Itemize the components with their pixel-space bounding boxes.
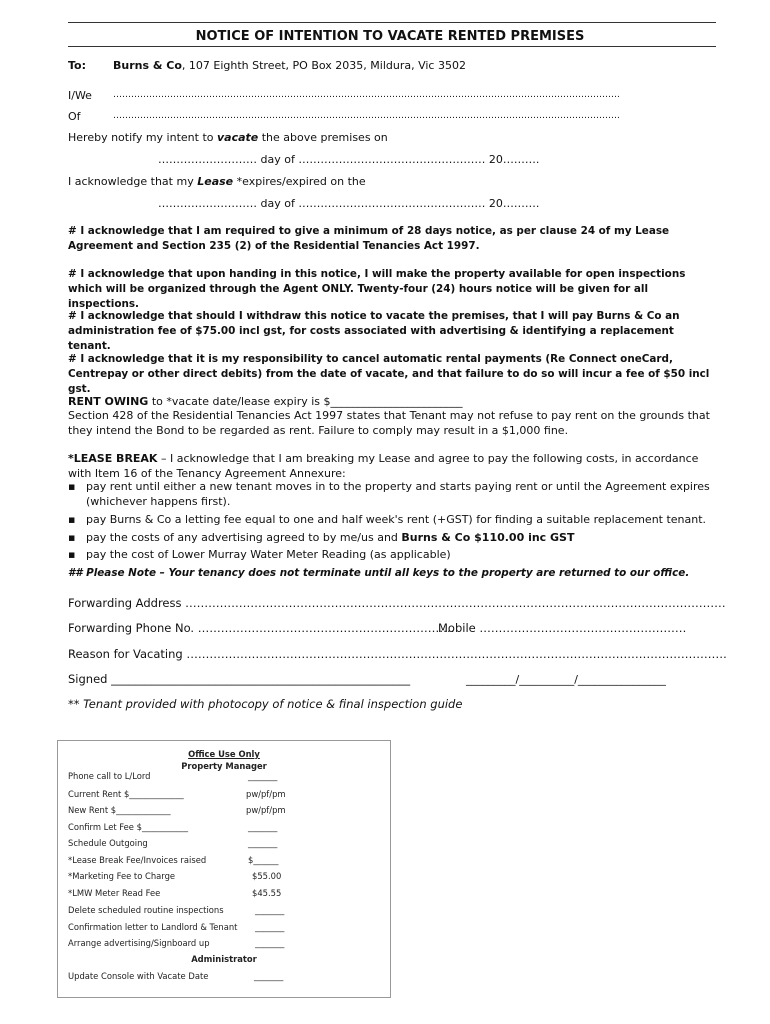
office-row-label: *Lease Break Fee/Invoices raised: [68, 855, 207, 865]
title-rule: [68, 46, 716, 47]
ack-inspections: # I acknowledge that upon handing in this notice, I will make the property available for open inspections which will be organized through the Agent ONLY. Twenty-four (24) hours notice will be given for all inspections.: [68, 268, 686, 310]
bullet-water-meter: [68, 547, 718, 562]
office-row-label: Confirm Let Fee $___________: [68, 822, 189, 832]
office-row-value[interactable]: _______: [255, 938, 285, 948]
office-row-label: Confirmation letter to Landlord & Tenant: [68, 922, 238, 932]
please-note: ## Please Note – Your tenancy does not terminate until all keys to the property are returned to our office.: [68, 567, 690, 579]
notify-pre: Hereby notify my intent to: [68, 131, 217, 144]
office-row-value: $55.00: [252, 871, 282, 881]
bullet-icon: ▪: [68, 548, 76, 561]
bullet-advertising-fee: Burns & Co $110.00 inc GST: [401, 531, 575, 544]
bullet-advertising-pre: pay the costs of any advertising agreed to by me/us and: [86, 531, 402, 544]
office-row-label: *Marketing Fee to Charge: [68, 871, 176, 881]
office-row-label: New Rent $_____________: [68, 805, 171, 815]
forwarding-address-field[interactable]: Forwarding Address ……………………………………………………………………………………………………………………………: [68, 596, 726, 610]
lease-break-body: – I acknowledge that I am breaking my Lease and agree to pay the following costs, in accordance with Item 16 of the Tenancy Agreement Annexure:: [68, 452, 699, 480]
office-row-label: Delete scheduled routine inspections: [68, 905, 224, 915]
lease-pre: I acknowledge that my: [68, 175, 198, 188]
office-row-value[interactable]: _______: [248, 771, 278, 781]
ack-withdraw-fee: # I acknowledge that should I withdraw this notice to vacate the premises, that I will pay Burns & Co an administration fee of $75.00 incl gst, for costs associated with advertising & identifying a replacement tenant.: [68, 310, 680, 352]
office-row-value[interactable]: pw/pf/pm: [246, 789, 286, 799]
office-row-label: *LMW Meter Read Fee: [68, 888, 161, 898]
office-heading: Office Use Only: [188, 749, 260, 759]
of-label: Of: [68, 110, 81, 123]
office-row-value[interactable]: $______: [248, 855, 279, 865]
iwe-field[interactable]: …………………………………………………………………………………………………………………………………………………….: [113, 90, 620, 100]
office-row-value: $45.55: [252, 888, 282, 898]
bullet-advertising: [68, 530, 718, 545]
rent-owing-line: [68, 395, 463, 408]
signature-field[interactable]: Signed ____________________________________________________: [68, 672, 411, 686]
office-row-value[interactable]: _______: [254, 971, 284, 981]
to-address: [113, 59, 466, 72]
office-row-value[interactable]: _______: [248, 822, 278, 832]
office-row-label: Current Rent $_____________: [68, 789, 184, 799]
office-use-box: [57, 740, 391, 998]
bullet-text: pay Burns & Co a letting fee equal to one and half week's rent (+GST) for finding a suitable replacement tenant.: [86, 513, 707, 526]
office-row-label: Update Console with Vacate Date: [68, 971, 209, 981]
tenant-note: ** Tenant provided with photocopy of notice & final inspection guide: [68, 697, 463, 711]
lease-break-label: *LEASE BREAK: [68, 452, 158, 465]
reason-field[interactable]: Reason for Vacating ……………………………………………………………………………………………………………………………: [68, 647, 727, 661]
bullet-icon: ▪: [68, 513, 76, 526]
bullet-text: [86, 530, 718, 545]
signed-date-field[interactable]: _________/__________/________________: [466, 673, 666, 686]
page-title: NOTICE OF INTENTION TO VACATE RENTED PREMISES: [195, 29, 585, 44]
ack-cancel-payments: # I acknowledge that it is my responsibility to cancel automatic rental payments (Re Connect oneCard, Centrepay or other direct debits) from the date of vacate, and that failure to do so will incur a fee of $50 incl gst.: [68, 353, 710, 395]
to-label: To:: [68, 59, 86, 72]
notify-post: the above premises on: [258, 131, 388, 144]
section-428-note: Section 428 of the Residential Tenancies Act 1997 states that Tenant may not refuse to pay rent on the grounds that they intend the Bond to be regarded as rent. Failure to comply may result in a $1,000 fine.: [68, 409, 710, 437]
top-rule: [68, 22, 716, 23]
bullet-icon: ▪: [68, 480, 76, 493]
of-field[interactable]: …………………………………………………………………………………………………………………………………………………….: [113, 111, 620, 121]
bullet-icon: ▪: [68, 531, 76, 544]
lease-word: Lease: [197, 175, 234, 188]
bullet-text: pay rent until either a new tenant moves in to the property and starts paying rent or until the Agreement expires (whichever happens first).: [86, 480, 710, 508]
notify-vacate-word: vacate: [216, 131, 259, 144]
ack-notice-period: # I acknowledge that I am required to give a minimum of 28 days notice, as per clause 24 of my Lease Agreement and Section 235 (2) of the Residential Tenancies Act 1997.: [68, 225, 670, 252]
notify-line: [68, 131, 388, 144]
office-row-label: Phone call to L/Lord: [68, 771, 151, 781]
to-company: Burns & Co: [113, 59, 182, 72]
property-manager-heading: Property Manager: [181, 761, 267, 771]
bullet-text: pay the cost of Lower Murray Water Meter Reading (as applicable): [86, 548, 451, 561]
office-row-value[interactable]: _______: [255, 905, 285, 915]
lease-post: *expires/expired on the: [233, 175, 366, 188]
bullet-letting-fee: [68, 512, 718, 527]
administrator-heading: Administrator: [191, 954, 257, 964]
office-row-value[interactable]: pw/pf/pm: [246, 805, 286, 815]
vacate-date-field[interactable]: ……………………… day of …………………………………………… 20……….: [158, 153, 540, 166]
lease-date-field[interactable]: ……………………… day of …………………………………………… 20……….: [158, 197, 540, 210]
lease-line: [68, 175, 366, 188]
bullet-rent: [68, 479, 718, 509]
office-row-label: Schedule Outgoing: [68, 838, 148, 848]
office-row-value[interactable]: _______: [255, 922, 285, 932]
rent-owing-field: to *vacate date/lease expiry is $________________________: [148, 395, 463, 408]
to-street: , 107 Eighth Street, PO Box 2035, Mildura, Vic 3502: [181, 59, 466, 72]
office-row-label: Arrange advertising/Signboard up: [68, 938, 210, 948]
forwarding-phone-field[interactable]: Forwarding Phone No. ………………………………………………………….: [68, 621, 455, 635]
lease-break-text: [68, 451, 718, 481]
mobile-field[interactable]: Mobile ………………………………………………: [438, 621, 687, 635]
iwe-label: I/We: [68, 89, 92, 102]
office-row-value[interactable]: _______: [248, 838, 278, 848]
rent-owing-label: RENT OWING: [68, 395, 149, 408]
